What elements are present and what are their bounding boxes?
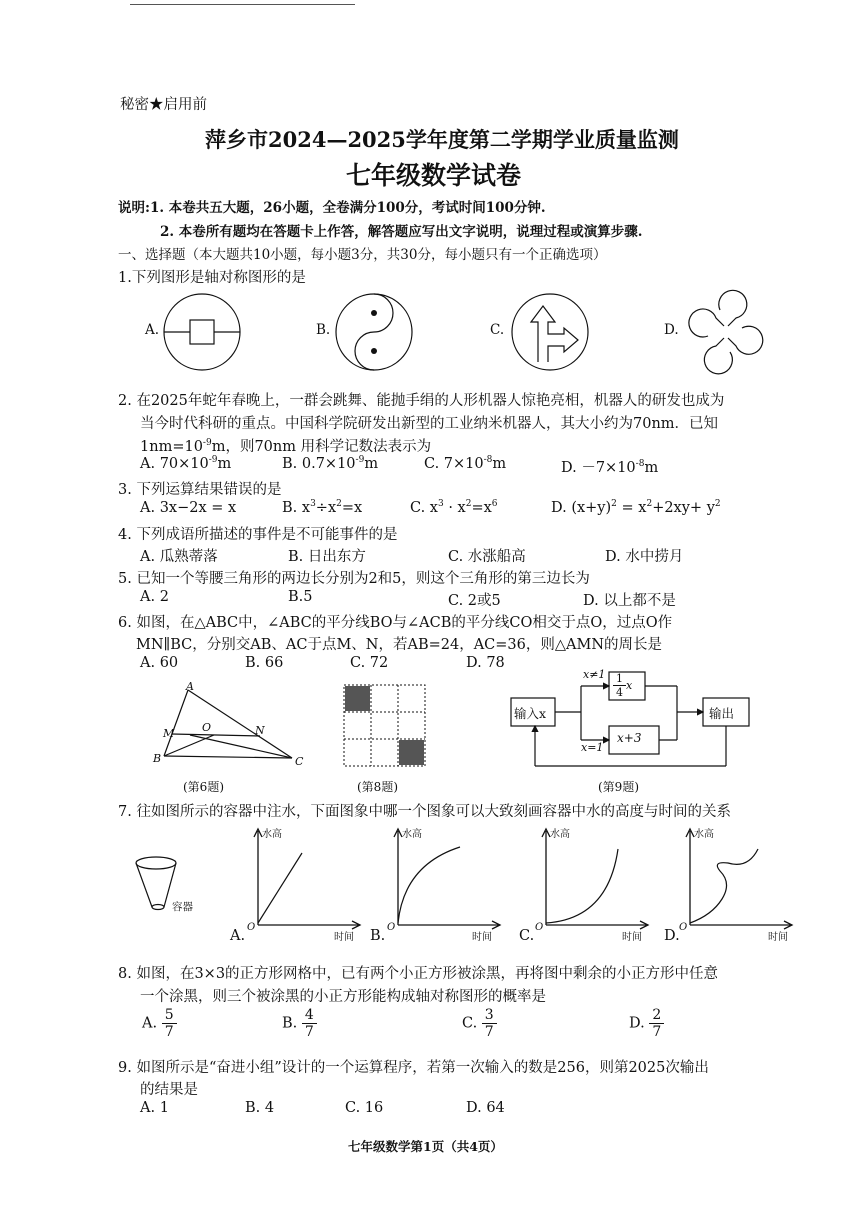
fig8-caption: (第8题) — [357, 780, 398, 794]
q4-option-a: A. 瓜熟蒂落 — [140, 549, 218, 565]
fig9-top-box-expression: $\frac{1}{4}$ x — [613, 672, 632, 699]
q5-option-d: D. 以上都不是 — [583, 593, 676, 609]
q7-graph-a-xlabel: 时间 — [334, 932, 354, 943]
question-5-stem: 5. 已知一个等腰三角形的两边长分别为2和5，则这个三角形的第三边长为 — [118, 571, 590, 587]
question-4-stem: 4. 下列成语所描述的事件是不可能事件的是 — [118, 527, 398, 543]
q5-option-a: A. 2 — [140, 589, 169, 605]
question-6-line-2: MN∥BC，分别交AB、AC于点M、N，若AB=24，AC=36，则△AMN的周长是 — [136, 637, 663, 653]
q8-option-a: A. $\frac{5}{7}$ — [142, 1007, 177, 1040]
q1-figure-b-taiji-icon — [332, 290, 422, 374]
fig6-caption: (第6题) — [183, 780, 224, 794]
q1-option-d-label: D. — [664, 322, 679, 338]
secret-label: 秘密★启用前 — [120, 97, 207, 113]
q4-option-c: C. 水涨船高 — [448, 549, 526, 565]
q7-graph-a-ylabel: 水高 — [262, 829, 282, 840]
fig6-label-c: C — [295, 755, 304, 768]
fig9-caption: (第9题) — [598, 780, 639, 794]
instructions-line-2: 2. 本卷所有题均在答题卡上作答，解答题应写出文字说明，说理过程或演算步骤. — [160, 224, 643, 240]
shaded-cell-bottom-right — [399, 740, 424, 765]
q1-figure-c-arrow-sign-icon — [508, 290, 598, 374]
question-9-line-2: 的结果是 — [140, 1082, 198, 1098]
q8-option-b: B. $\frac{4}{7}$ — [282, 1007, 317, 1040]
top-strip-line — [130, 4, 355, 5]
fig9-output-box-label: 输出 — [709, 706, 735, 721]
q7-graph-a-linear — [250, 825, 370, 935]
q2-option-c: C. $7\times 10^{-8}m$ — [424, 455, 507, 472]
fig9-input-box-label: 输入x — [514, 706, 547, 721]
q7-graph-b-concave — [390, 825, 510, 935]
q1-figure-a-circle-square-icon — [160, 290, 250, 374]
question-7-stem: 7. 往如图所示的容器中注水，下面图象中哪一个图象可以大致刻画容器中水的高度与时间的关系 — [118, 804, 731, 820]
question-2-line-1: 2. 在2025年蛇年春晚上，一群会跳舞、能抛手绢的人形机器人惊艳亮相，机器人的研发也成为 — [118, 393, 725, 409]
q3-option-d: D. $(x+y)^2 = x^2+2xy+ y^2$ — [551, 499, 721, 516]
q9-option-d: D. 64 — [466, 1100, 505, 1116]
fig9-condition-top: x≠1 — [583, 668, 606, 681]
q6-option-c: C. 72 — [350, 655, 389, 671]
q6-option-b: B. 66 — [245, 655, 284, 671]
q9-option-c: C. 16 — [345, 1100, 384, 1116]
q3-option-b: B. $x^3\div x^2=x$ — [282, 499, 363, 516]
question-3-stem: 3. 下列运算结果错误的是 — [118, 482, 282, 498]
figure-9-flowchart — [505, 668, 765, 778]
q5-option-b: B.5 — [288, 589, 313, 605]
question-2-line-2: 当今时代科研的重点。中国科学院研发出新型的工业纳米机器人，其大小约为70nm．已知 — [140, 416, 719, 432]
q7-graph-c-origin: O — [535, 922, 544, 933]
q7-option-c: C. — [519, 928, 535, 944]
q7-graph-b-ylabel: 水高 — [402, 829, 422, 840]
page-footer: 七年级数学第1页（共4页） — [348, 1139, 503, 1154]
q7-graph-c-convex — [538, 825, 658, 935]
q7-option-d: D. — [664, 928, 680, 944]
q7-option-b: B. — [370, 928, 386, 944]
q3-option-c: C. $x^3 \cdot x^2=x^6$ — [410, 499, 498, 516]
q1-option-c-label: C. — [490, 322, 505, 338]
fig9-bottom-box-expression: x+3 — [617, 731, 642, 745]
q7-graph-c-ylabel: 水高 — [550, 829, 570, 840]
page-subtitle: 七年级数学试卷 — [346, 161, 522, 190]
q6-option-d: D. 78 — [466, 655, 505, 671]
q7-graph-d-wavy — [682, 825, 802, 935]
question-8-line-2: 一个涂黑，则三个被涂黑的小正方形能构成轴对称图形的概率是 — [140, 989, 546, 1005]
q9-option-a: A. 1 — [140, 1100, 169, 1116]
question-9-line-1: 9. 如图所示是“奋进小组”设计的一个运算程序，若第一次输入的数是256，则第2025次输出 — [118, 1060, 709, 1076]
fig6-label-o: O — [202, 721, 212, 734]
q3-option-a: A. 3x−2x = x — [140, 500, 237, 516]
question-2-line-3: $1nm=10^{-9}m$，则70nm 用科学记数法表示为 — [140, 438, 432, 455]
fig6-label-n: N — [255, 724, 265, 737]
q2-option-a: A. $70\times 10^{-9}m$ — [140, 455, 232, 472]
q5-option-c: C. 2或5 — [448, 593, 501, 609]
q7-graph-b-origin: O — [387, 922, 396, 933]
q7-container-label: 容器 — [172, 901, 193, 913]
section-heading: 一、选择题（本大题共10小题，每小题3分，共30分，每小题只有一个正确选项） — [118, 247, 607, 263]
q7-graph-b-xlabel: 时间 — [472, 932, 492, 943]
q7-graph-c-xlabel: 时间 — [622, 932, 642, 943]
q7-graph-a-origin: O — [247, 922, 256, 933]
q7-option-a: A. — [230, 928, 246, 944]
q4-option-d: D. 水中捞月 — [605, 549, 684, 565]
q8-option-c: C. $\frac{3}{7}$ — [462, 1007, 497, 1040]
fig6-label-b: B — [153, 752, 162, 765]
q8-option-d: D. $\frac{2}{7}$ — [629, 1007, 664, 1040]
q9-option-b: B. 4 — [245, 1100, 275, 1116]
question-8-line-1: 8. 如图，在3×3的正方形网格中，已有两个小正方形被涂黑，再将图中剩余的小正方形中任意 — [118, 966, 719, 982]
question-1-stem: 1.下列图形是轴对称图形的是 — [118, 270, 306, 286]
q7-graph-d-origin: O — [679, 922, 688, 933]
page-title: 萍乡市2024—2025学年度第二学期学业质量监测 — [205, 127, 679, 152]
q6-option-a: A. 60 — [140, 655, 179, 671]
question-6-line-1: 6. 如图，在△ABC中，∠ABC的平分线BO与∠ACB的平分线CO相交于点O，过点O作 — [118, 615, 673, 631]
q1-option-a-label: A. — [145, 322, 160, 338]
q4-option-b: B. 日出东方 — [288, 549, 366, 565]
instructions-line-1: 说明:1. 本卷共五大题，26小题，全卷满分100分，考试时间100分钟. — [118, 200, 546, 216]
q1-option-b-label: B. — [316, 322, 331, 338]
fig6-label-m: M — [163, 727, 175, 740]
fig6-label-a: A — [186, 680, 194, 693]
q1-figure-d-pinwheel-icon — [684, 290, 774, 374]
fig9-condition-bottom: x=1 — [581, 741, 604, 754]
q7-graph-d-xlabel: 时间 — [768, 932, 788, 943]
q2-option-d: D. $-7\times 10^{-8}m$ — [561, 459, 659, 476]
q2-option-b: B. $0.7\times 10^{-9}m$ — [282, 455, 379, 472]
figure-8-grid — [344, 685, 429, 770]
shaded-cell-top-left — [345, 686, 370, 711]
q7-graph-d-ylabel: 水高 — [694, 829, 714, 840]
